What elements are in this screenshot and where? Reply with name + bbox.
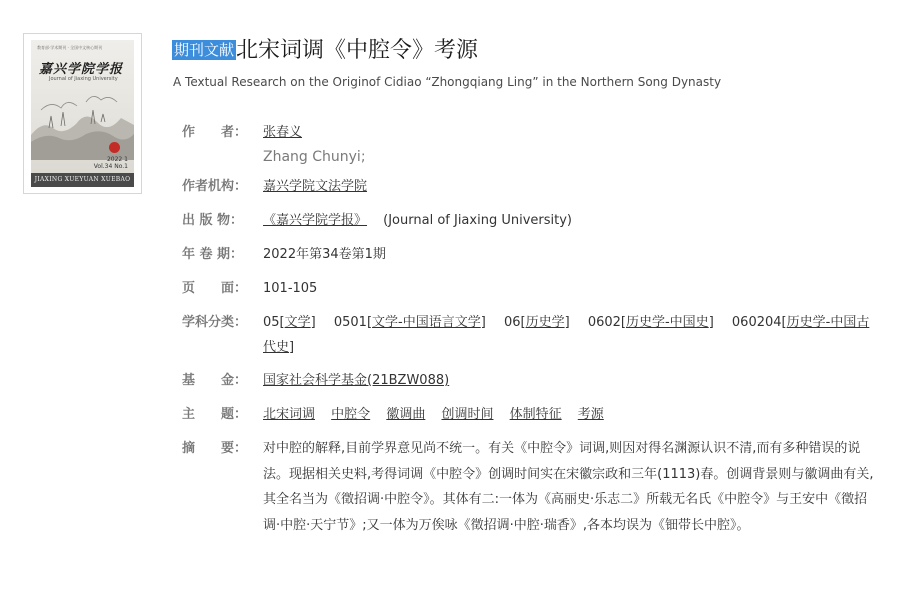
keyword-link[interactable]: 中腔令 [331,407,371,422]
cover-year [94,156,128,170]
institution-value [263,174,879,199]
pages-value: 101-105 [263,281,318,296]
article-english-title: A Textual Research on the Originof Cidiao “Zhongqiang Ling” in the Northern Song Dynasty [173,75,722,89]
article-title: 北宋词调《中腔令》考源 [236,38,479,63]
author-english-name: Zhang Chunyi; [263,149,366,165]
issue-value: 2022年第34卷第1期 [263,247,386,262]
keywords-value [263,402,879,427]
publication-value [263,208,879,233]
subject-link[interactable]: 历史学-中国古代史 [263,315,870,355]
cover-journal-en: Journal of Jiaxing University [49,76,118,82]
cover-year-value: 2022 [106,156,123,163]
abstract-label: 摘 要： [182,441,248,456]
subjects-label: 学科分类： [182,315,248,330]
keywords-label: 主 题： [182,407,248,422]
keyword-link[interactable]: 考源 [577,407,604,422]
subject-code: 060204 [731,315,782,330]
subject-item: 0602[历史学-中国史] [587,315,714,330]
subject-code: 0602 [587,315,621,330]
subject-code: 0501 [333,315,367,330]
cover-bottom-band: JIAXING XUEYUAN XUEBAO [31,173,134,187]
keyword-link[interactable]: 北宋词调 [263,407,316,422]
author-value [263,120,879,170]
subject-item: 06[历史学] [503,315,570,330]
institution-link[interactable]: 嘉兴学院文法学院 [263,179,368,194]
publication-label: 出 版 物： [182,213,244,228]
subject-link[interactable]: 文学 [284,315,311,330]
article-title-row [172,36,478,66]
author-link[interactable]: 张春义 [263,125,303,140]
cover-issue-value: 1 [124,156,128,163]
subject-item: 060204[历史学-中国古代史] [263,315,870,355]
subject-code: 05 [263,315,280,330]
cover-volume-line: Vol.34 No.1 [93,163,128,170]
document-type-tag: 期刊文献 [174,41,235,59]
cover-journal-title: 嘉兴学院学报 [39,62,124,77]
cover-artwork [31,40,134,187]
keyword-link[interactable]: 徽调曲 [386,407,426,422]
subject-code: 06 [503,315,521,330]
subject-link[interactable]: 历史学 [525,315,565,330]
subject-link[interactable]: 文学-中国语言文学 [372,315,481,330]
issue-label: 年 卷 期： [182,247,244,262]
institution-label: 作者机构： [182,179,248,194]
subject-item: 05[文学] [263,315,316,330]
subjects-value [263,310,879,360]
keyword-link[interactable]: 体制特征 [509,407,562,422]
keyword-link[interactable]: 创调时间 [441,407,494,422]
fund-value [263,368,879,393]
publication-english: (Journal of Jiaxing University) [383,213,572,228]
cover-seal-icon [109,142,120,153]
cover-top-text: 教育部·学术期刊 · 全国中文核心期刊 [37,45,103,50]
abstract-text: 对中腔的解释,目前学界意见尚不统一。有关《中腔令》词调,则因对得名渊源认识不清,而有多种错误的说法。现据相关史料,考得词调《中腔令》创调时间实在宋徽宗政和三年(1113)春。创调背景则与徽调曲有关,其全名当为《徵招调·中腔令》。其体有二:一体为《高丽史·乐志二》所载无名氏《中腔令》与王安中《徵招调·中腔·天宁节》;又一体为万俟咏《徵招调·中腔·瑞香》,各本均误为《钿带长中腔》。 [263,441,874,533]
publication-link[interactable]: 《嘉兴学院学报》 [263,213,368,228]
fund-label: 基 金： [182,373,248,388]
pages-label: 页 面： [182,281,248,296]
fund-link[interactable]: 国家社会科学基金(21BZW088) [263,373,450,388]
subject-item: 0501[文学-中国语言文学] [333,315,486,330]
journal-cover[interactable] [23,33,142,194]
subject-link[interactable]: 历史学-中国史 [625,315,709,330]
author-label: 作 者： [182,125,248,140]
